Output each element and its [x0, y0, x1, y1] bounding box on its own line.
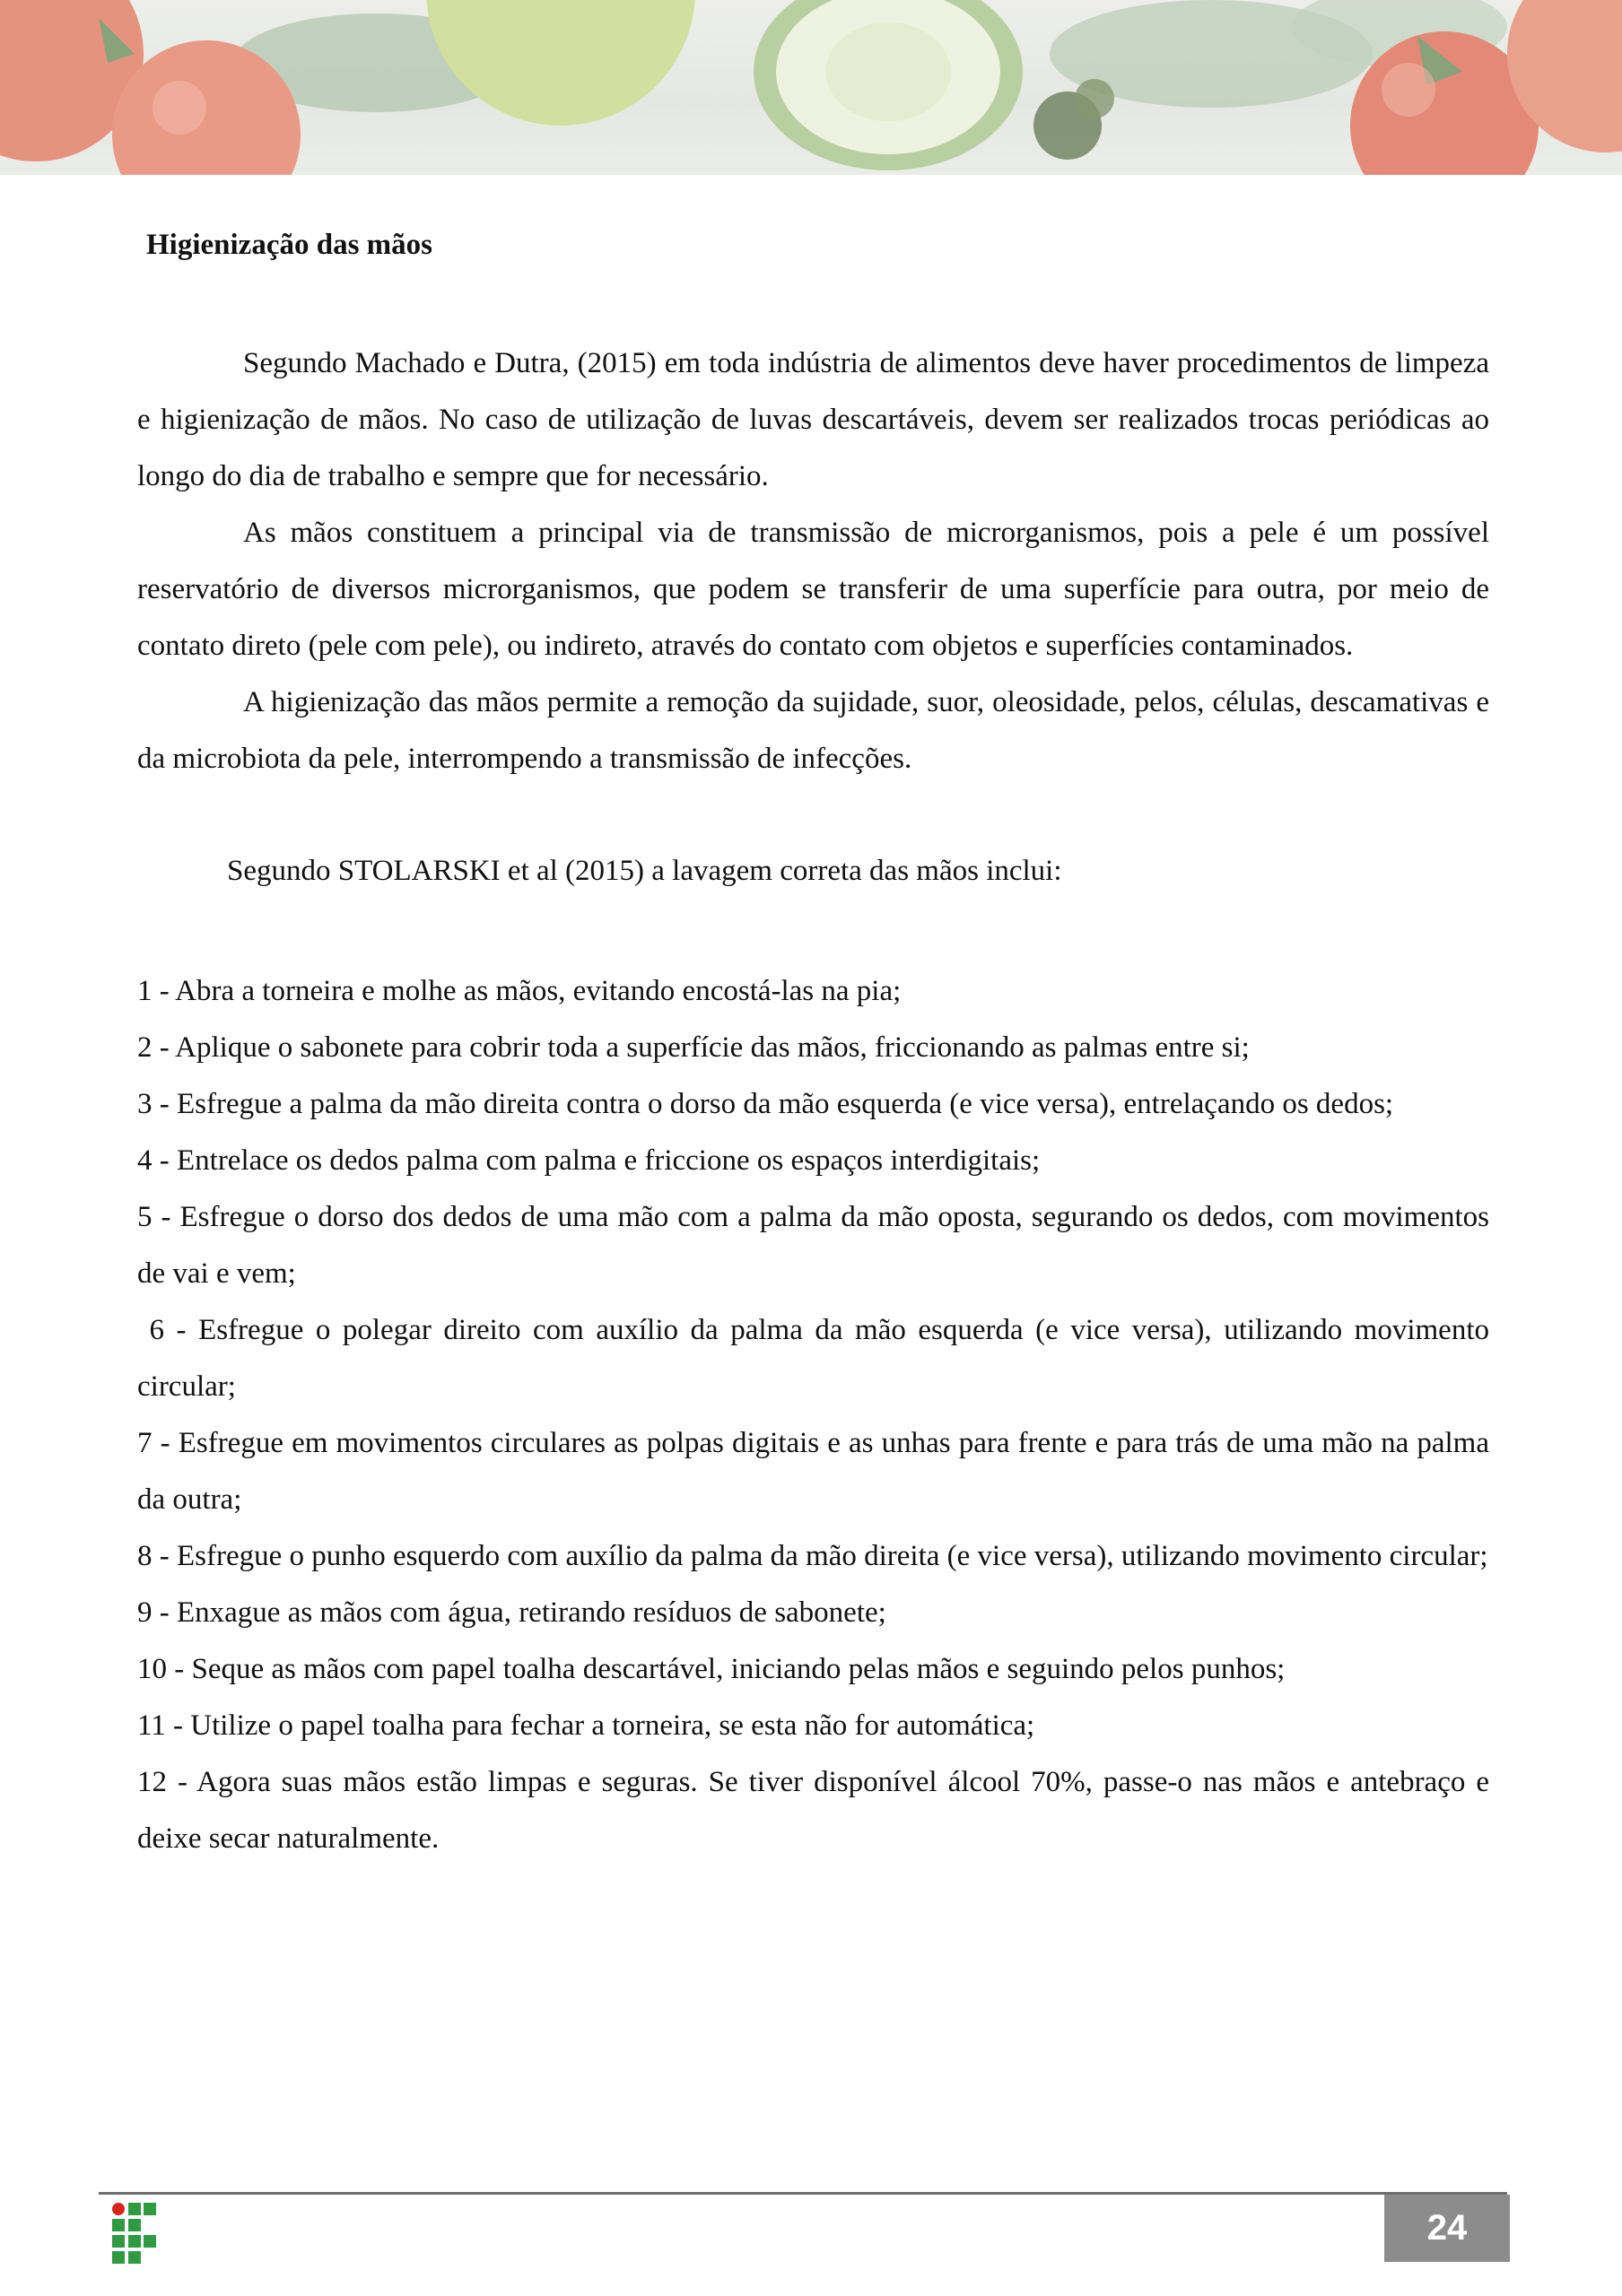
list-item: 7 - Esfregue em movimentos circulares as polpas digitais e as unhas para frente e para trás de uma mão na palma da outra;: [137, 1427, 1489, 1516]
list-item: 5 - Esfregue o dorso dos dedos de uma mão com a palma da mão oposta, segurando os dedos, com movimentos de vai e vem;: [137, 1201, 1489, 1290]
list-item: 10 - Seque as mãos com papel toalha descartável, iniciando pelas mãos e seguindo pelos punhos;: [137, 1653, 1286, 1685]
header-banner: [0, 0, 1622, 175]
list-item: 11 - Utilize o papel toalha para fechar a torneira, se esta não for automática;: [137, 1709, 1035, 1742]
paragraph-maos-transmissao: As mãos constituem a principal via de transmissão de microrganismos, pois a pele é um possível reservatório de diversos microrganismos, que podem se transferir de uma superfície para outra, por meio de contato direto (pele com pele), ou indireto, através do contato com objetos e superfícies contaminados.: [137, 517, 1489, 662]
list-item: 2 - Aplique o sabonete para cobrir toda a superfície das mãos, friccionando as palmas entre si;: [137, 1031, 1250, 1064]
list-item: 12 - Agora suas mãos estão limpas e seguras. Se tiver disponível álcool 70%, passe-o nas mãos e antebraço e deixe secar naturalmente.: [137, 1766, 1489, 1855]
paragraph-higienizacao: A higienização das mãos permite a remoção da sujidade, suor, oleosidade, pelos, células, descamativas e da microbiota da pele, interrompendo a transmissão de infecções.: [137, 686, 1489, 775]
paragraph-stolarski: Segundo STOLARSKI et al (2015) a lavagem correta das mãos inclui:: [227, 855, 1062, 887]
banner-overlay: [0, 0, 1622, 175]
institute-logo-icon: [111, 2202, 158, 2265]
list-item: 1 - Abra a torneira e molhe as mãos, evitando encostá-las na pia;: [137, 975, 902, 1007]
list-item: 8 - Esfregue o punho esquerdo com auxílio da palma da mão direita (e vice versa), utilizando movimento circular;: [137, 1540, 1488, 1572]
footer-divider: [99, 2192, 1507, 2195]
section-title: Higienização das mãos: [146, 229, 432, 261]
page-number: 24: [1384, 2195, 1510, 2262]
list-item: 9 - Enxague as mãos com água, retirando resíduos de sabonete;: [137, 1596, 886, 1629]
list-item: 6 - Esfregue o polegar direito com auxílio da palma da mão esquerda (e vice versa), utilizando movimento circular;: [137, 1314, 1497, 1403]
hand-washing-steps: [137, 963, 1497, 1867]
paragraph-machado-dutra: Segundo Machado e Dutra, (2015) em toda indústria de alimentos deve haver procedimentos de limpeza e higienização de mãos. No caso de utilização de luvas descartáveis, devem ser realizados trocas periódicas ao longo do dia de trabalho e sempre que for necessário.: [137, 347, 1489, 492]
list-item: 4 - Entrelace os dedos palma com palma e friccione os espaços interdigitais;: [137, 1144, 1041, 1177]
list-item: 3 - Esfregue a palma da mão direita contra o dorso da mão esquerda (e vice versa), entrelaçando os dedos;: [137, 1088, 1394, 1120]
